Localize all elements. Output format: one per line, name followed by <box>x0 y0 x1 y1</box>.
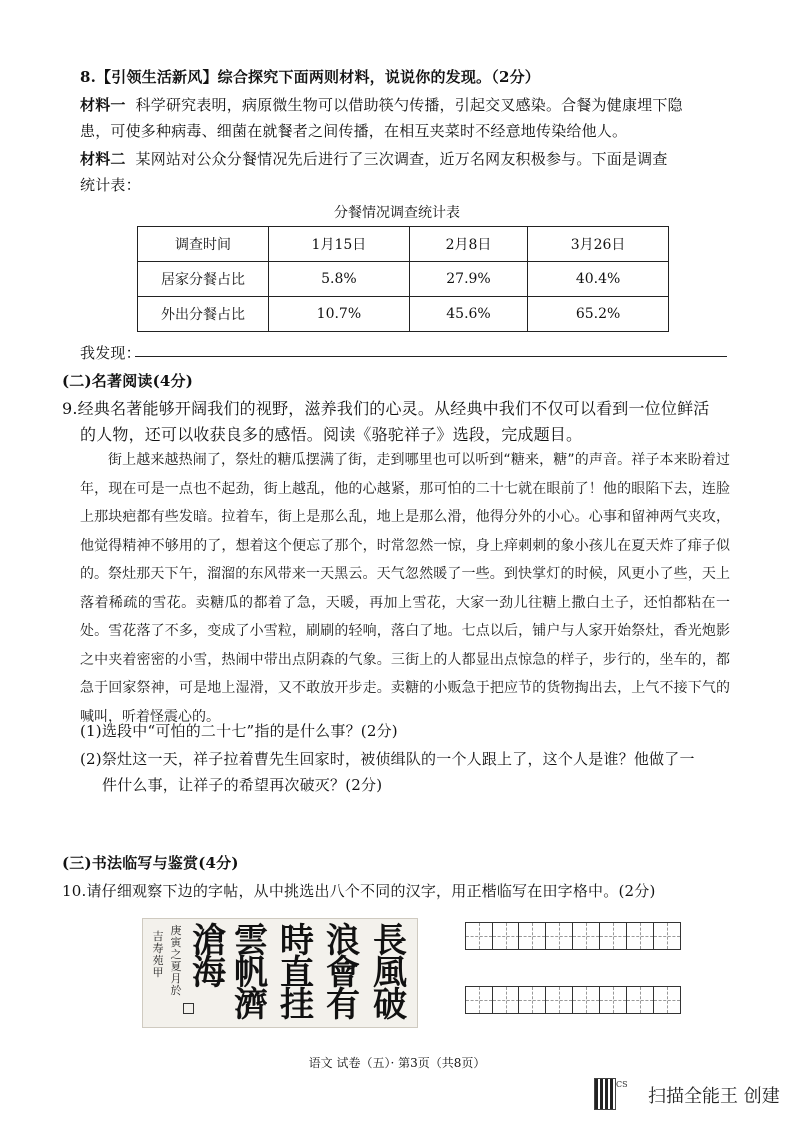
practice-cell[interactable] <box>465 986 493 1014</box>
row-label: 外出分餐占比 <box>138 297 269 332</box>
table-cell: 10.7% <box>269 297 410 332</box>
header-cell: 2月8日 <box>409 227 527 262</box>
material-1-line-1 <box>80 94 683 116</box>
q9-subquestion-1: (1)选段中“可怕的二十七”指的是什么事？(2分) <box>80 722 398 740</box>
table-cell: 45.6% <box>409 297 527 332</box>
material-2-line-1 <box>80 148 668 170</box>
practice-cell[interactable] <box>572 986 600 1014</box>
practice-cell[interactable] <box>626 922 654 950</box>
header-cell: 1月15日 <box>269 227 410 262</box>
passage-paragraph-2: 祭灶那天下午，溜溜的东风带来一天黑云。天气忽然暖了一些。到快掌灯的时候，风更小了些，天上落着稀疏的雪花。卖糖瓜的都着了急，天暖，再加上雪花，大家一劲儿往糖上撒白土子，还怕都粘在一处。雪花落了不多，变成了小雪粒，刷刷的轻响，落白了地。七点以后，铺户与人家开始祭灶，香光炮影之中夹着密密的小雪，热闹中带出点阴森的气象。三街上的人都显出点惊急的样子，步行的，坐车的，都急于回家祭神，可是地上湿滑，又不敢放开步走。卖糖的小贩急于把应节的货物掏出去，上气不接下气的喊叫，听着怪震心的。 <box>80 566 730 725</box>
practice-cell[interactable] <box>572 922 600 950</box>
practice-cell[interactable] <box>518 922 546 950</box>
material-2-text-1: 某网站对公众分餐情况先后进行了三次调查，近万名网友积极参与。下面是调查 <box>135 150 668 168</box>
section-3-heading: (三)书法临写与鉴赏(4分) <box>62 854 239 872</box>
answer-line[interactable] <box>135 356 727 357</box>
practice-cell[interactable] <box>492 986 520 1014</box>
q9-subquestion-2-line-2: 件什么事，让祥子的希望再次破灭？(2分) <box>102 776 383 794</box>
callig-column-5: 滄海 <box>192 921 226 993</box>
material-1-text-2: 患，可使多种病毒、细菌在就餐者之间传播，在相互夹菜时不经意地传染给他人。 <box>80 122 628 140</box>
practice-cell[interactable] <box>599 922 627 950</box>
table-header-row <box>138 227 669 262</box>
scanner-watermark <box>594 1078 784 1118</box>
callig-column-3: 時直挂 <box>280 921 314 1025</box>
callig-inscription-2: 吉寿苑甲 <box>152 930 164 979</box>
practice-cell[interactable] <box>626 986 654 1014</box>
header-cell: 调查时间 <box>138 227 269 262</box>
page-footer: 语文 试卷（五）· 第3页（共8页） <box>308 1056 486 1070</box>
practice-cell[interactable] <box>653 986 681 1014</box>
table-cell: 65.2% <box>528 297 669 332</box>
q9-subquestion-2-line-1: (2)祭灶这一天，祥子拉着曹先生回家时，被侦缉队的一个人跟上了，这个人是谁？他做了一 <box>80 750 695 768</box>
answer-label: 我发现： <box>80 344 141 362</box>
qr-code-icon <box>594 1078 616 1110</box>
table-row <box>138 297 669 332</box>
table-cell: 5.8% <box>269 262 410 297</box>
q9-intro-2: 的人物，还可以收获良多的感悟。阅读《骆驼祥子》选段，完成题目。 <box>80 425 583 444</box>
practice-cell[interactable] <box>545 986 573 1014</box>
material-2-text-2: 统计表： <box>80 176 141 194</box>
material-1-label: 材料一 <box>80 96 126 114</box>
table-title: 分餐情况调查统计表 <box>334 205 460 221</box>
practice-cell[interactable] <box>545 922 573 950</box>
watermark-text: 扫描全能王 创建 <box>648 1086 780 1107</box>
header-cell: 3月26日 <box>528 227 669 262</box>
calligraphy-copybook <box>142 918 418 1028</box>
callig-column-4: 雲帆濟 <box>234 921 268 1025</box>
practice-cell[interactable] <box>653 922 681 950</box>
practice-cell[interactable] <box>518 986 546 1014</box>
practice-grid-row-2[interactable] <box>466 986 681 1014</box>
callig-column-1: 長風破 <box>373 921 407 1025</box>
practice-cell[interactable] <box>492 922 520 950</box>
material-2-label: 材料二 <box>80 150 126 168</box>
seal-stamp <box>183 1003 194 1014</box>
q10-text: 10.请仔细观察下边的字帖，从中挑选出八个不同的汉字，用正楷临写在田字格中。(2分) <box>62 882 656 900</box>
q9-intro-1: 9.经典名著能够开阔我们的视野，滋养我们的心灵。从经典中我们不仅可以看到一位位鲜活 <box>62 399 710 418</box>
row-label: 居家分餐占比 <box>138 262 269 297</box>
passage-paragraph-1: 街上越来越热闹了，祭灶的糖瓜摆满了街，走到哪里也可以听到“糖来，糖”的声音。祥子本来盼着过年，现在可是一点也不起劲，街上越乱，他的心越紧，那可怕的二十七就在眼前了！他的眼陷下去，连脸上那块疤都有些发暗。拉着车，街上是那么乱，地上是那么滑，他得分外的小心。心事和留神两气夹攻，他觉得精神不够用的了，想着这个便忘了那个，时常忽然一惊，身上痒刺刺的象小孩儿在夏天炸了痱子似的。 <box>80 452 730 583</box>
survey-table <box>137 226 669 332</box>
practice-grid-row-1[interactable] <box>466 922 681 950</box>
table-cell: 40.4% <box>528 262 669 297</box>
callig-inscription-1: 庚寅之夏月於 <box>170 924 182 997</box>
material-1-text-1: 科学研究表明，病原微生物可以借助筷勺传播，引起交叉感染。合餐为健康埋下隐 <box>135 96 683 114</box>
cs-logo-icon: CS <box>616 1080 628 1089</box>
practice-cell[interactable] <box>599 986 627 1014</box>
table-cell: 27.9% <box>409 262 527 297</box>
callig-column-2: 浪會有 <box>326 921 360 1025</box>
section-2-heading: (二)名著阅读(4分) <box>62 372 194 390</box>
table-row <box>138 262 669 297</box>
practice-cell[interactable] <box>465 922 493 950</box>
q8-heading: 8.【引领生活新风】综合探究下面两则材料，说说你的发现。（2分） <box>80 68 540 86</box>
